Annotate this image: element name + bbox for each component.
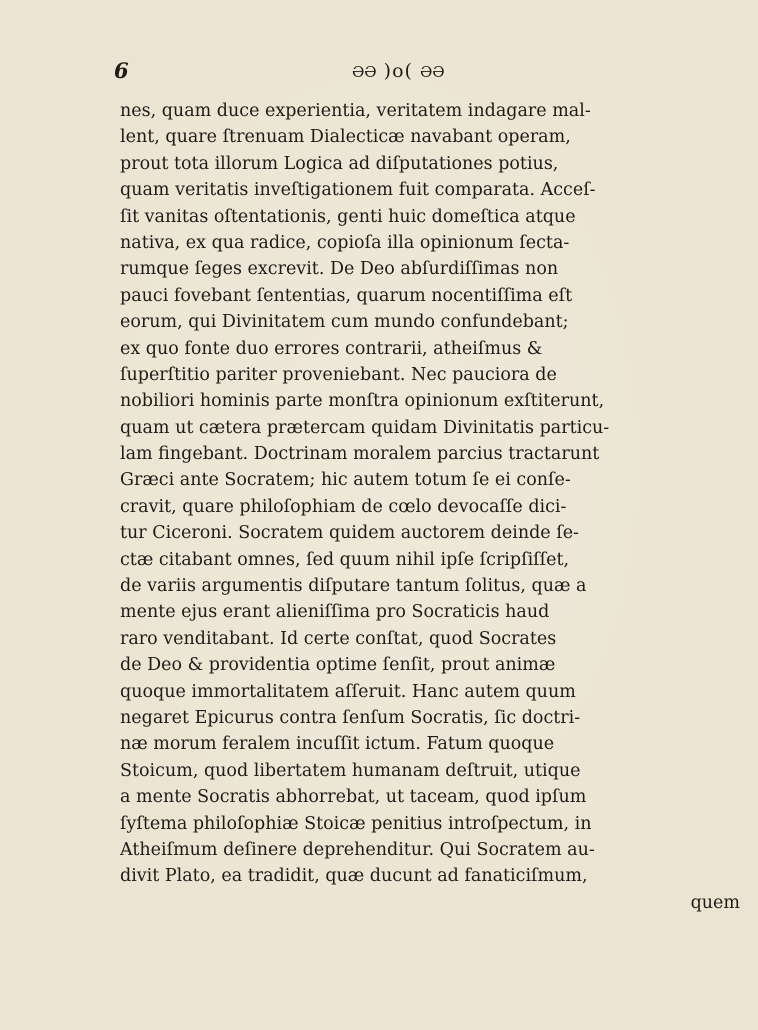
ornament-left-glyph: ƏƏ [352,63,377,81]
text-line: quam veritatis inveſtigationem fuit comparata. Acceſ- [120,180,596,201]
text-line: divit Plato, ea tradidit, quæ ducunt ad fanaticiſmum, [120,866,588,887]
text-line: quoque immortalitatem aſſeruit. Hanc autem quum [120,681,576,702]
text-line: Atheiſmum deſinere deprehenditur. Qui Socratem au- [120,839,595,860]
text-line: nes, quam duce experientia, veritatem indagare mal- [120,101,591,121]
text-line: rumque ſeges excrevit. De Deo abſurdiſſimas non [120,259,559,280]
text-line: ex quo fonte duo errores contrarii, atheiſmus & [120,338,543,359]
text-line: ſyſtema philoſophiæ Stoicæ penitius introſpectum, in [120,813,592,834]
text-line: lent, quare ſtrenuam Dialecticæ navabant operam, [120,127,571,148]
text-line: nobiliori hominis parte monſtra opinionum exſtiterunt, [120,391,605,412]
text-line: tur Ciceroni. Socratem quidem auctorem deinde ſe- [120,523,579,544]
text-line: prout tota illorum Logica ad diſputationes potius, [120,153,559,174]
running-header [0,58,758,88]
text-line: ſuperſtitio pariter proveniebant. Nec pauciora de [120,364,557,385]
text-line: cravit, quare philoſophiam de cœlo devocaſſe dici- [120,496,567,517]
catchword: quem [690,892,740,913]
text-line: mente ejus erant alieniſſima pro Socraticis haud [120,602,550,623]
text-line: negaret Epicurus contra ſenſum Socratis, ſic doctri- [120,707,581,728]
text-line: raro venditabant. Id certe conſtat, quod Socrates [120,628,557,649]
body-text [120,98,740,916]
text-line: lam fingebant. Doctrinam moralem parcius tractarunt [120,444,600,465]
text-line: quam ut cætera prætercam quidam Divinitatis particu- [120,417,610,438]
text-line: eorum, qui Divinitatem cum mundo confundebant; [120,312,569,333]
text-line: næ morum feralem incuſſit ictum. Fatum quoque [120,734,555,755]
text-line: ctæ citabant omnes, ſed quum nihil ipſe ſcripſiſſet, [120,549,570,570]
header-ornament [352,60,445,82]
text-line: Stoicum, quod libertatem humanam deſtruit, utique [120,760,581,781]
text-line: ſit vanitas oſtentationis, genti huic domeſtica atque [120,206,576,227]
text-line: de variis argumentis diſputare tantum ſolitus, quæ a [120,576,587,597]
text-line: Græci ante Socratem; hic autem totum ſe ei conſe- [120,470,571,491]
text-line: pauci fovebant ſententias, quarum nocentiſſima eſt [120,285,573,306]
ornament-right-glyph: ƏƏ [419,63,445,81]
page-number: 6 [114,58,129,83]
text-line: de Deo & providentia optime ſenſit, prout animæ [120,655,556,676]
text-line: nativa, ex qua radice, copioſa illa opinionum ſecta- [120,232,570,253]
text-line: a mente Socratis abhorrebat, ut taceam, quod ipſum [120,787,587,808]
ornament-center-glyph: )o( [383,60,413,82]
